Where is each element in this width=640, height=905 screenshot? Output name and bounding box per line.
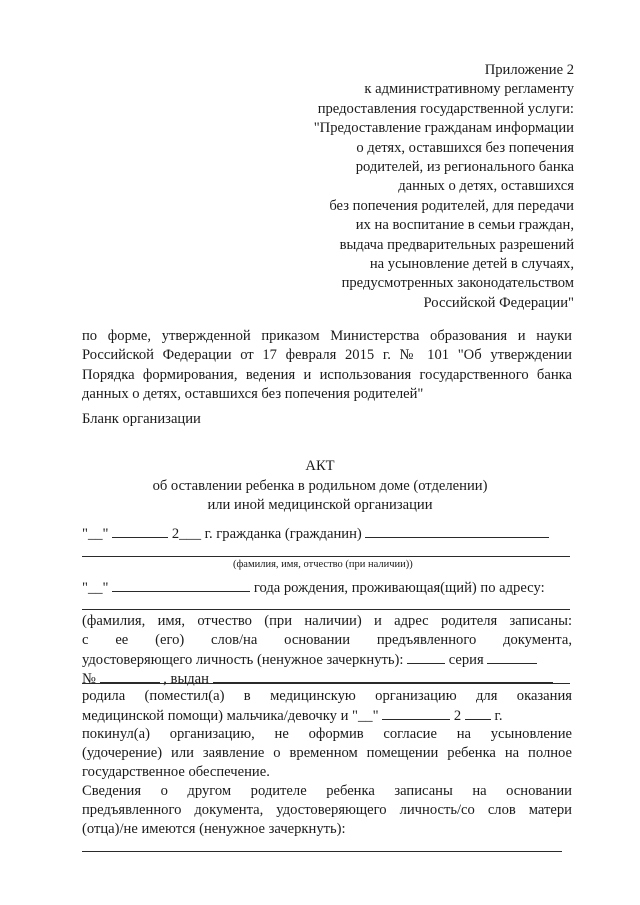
leave-year-suffix: г.	[494, 708, 503, 724]
state-support-line: государственное обеспечение.	[82, 764, 270, 780]
appendix-line: без попечения родителей, для передачи	[329, 197, 574, 214]
citizen-label: г. гражданка (гражданин)	[204, 526, 362, 542]
date-day: "__"	[82, 526, 109, 542]
birth-line	[82, 578, 572, 598]
leave-date-field[interactable]	[382, 706, 450, 720]
appendix-line: родителей, из регионального банка	[355, 159, 574, 176]
birth-day: "__"	[82, 580, 109, 596]
other-parent-line-1: Сведения о другом родителе ребенка записаны на основании	[82, 783, 572, 799]
other-parent-line-2: предъявленного документа, удостоверяющего личность/со слов матери	[82, 802, 572, 818]
series-field[interactable]	[487, 650, 537, 664]
appendix-line: выдача предварительных разрешений	[339, 236, 574, 253]
issued-label: , выдан	[163, 671, 209, 687]
appendix-line: данных о детях, оставшихся	[398, 178, 574, 195]
appendix-line: Российской Федерации"	[423, 294, 574, 311]
appendix-line: их на воспитание в семьи граждан,	[355, 217, 574, 234]
left-org-line: покинул(а) организацию, не оформив согласие на усыновление	[82, 726, 572, 742]
series-label: серия	[448, 652, 484, 668]
per-form-line: Российской Федерации от 17 февраля 2015 г. № 101 "Об утверждении	[82, 347, 572, 364]
act-subtitle-2: или иной медицинской организации	[207, 497, 433, 513]
appendix-line: "Предоставление гражданам информации	[313, 120, 574, 137]
leave-year: 2	[453, 708, 462, 724]
appendix-line: предусмотренных законодательством	[341, 275, 574, 292]
child-gender-text: медицинской помощи) мальчика/девочку и "__"	[82, 708, 379, 724]
parent-info-line-2: с ее (его) слов/на основании предъявленного документа,	[82, 632, 572, 648]
date-month-field[interactable]	[112, 524, 168, 538]
doc-number-field[interactable]	[100, 669, 160, 683]
act-subtitle-1: об оставлении ребенка в родильном доме (отделении)	[152, 478, 488, 494]
id-doc-label: удостоверяющего личность (ненужное зачеркнуть):	[82, 652, 404, 668]
appendix-line: предоставления государственной услуги:	[317, 100, 574, 117]
appendix-line: к административному регламенту	[364, 81, 574, 98]
other-parent-info-line[interactable]	[82, 851, 562, 852]
appendix-line: на усыновление детей в случаях,	[369, 256, 574, 273]
date-year: 2___	[171, 526, 202, 542]
adoption-line: (удочерение) или заявление о временном помещении ребенка на полное	[82, 745, 572, 761]
citizen-line	[82, 524, 572, 544]
per-form-line: Порядка формирования, ведения и использования государственного банка	[82, 366, 572, 383]
parent-info-line-1: (фамилия, имя, отчество (при наличии) и адрес родителя записаны:	[82, 613, 572, 629]
appendix-line: Приложение 2	[484, 62, 574, 78]
per-form-line: данных о детях, оставшихся без попечения родителей"	[82, 386, 424, 403]
parent-info-line-3	[82, 650, 572, 670]
citizen-name-line[interactable]	[82, 556, 570, 557]
hint-fio: (фамилия, имя, отчество (при наличии))	[233, 559, 413, 570]
citizen-name-field[interactable]	[365, 524, 549, 538]
child-gender-line	[82, 706, 572, 726]
birth-date-field[interactable]	[112, 578, 250, 592]
gave-birth-line: родила (поместил(а) в медицинскую организацию для оказания	[82, 688, 572, 704]
per-form-line: по форме, утвержденной приказом Министерства образования и науки	[82, 328, 572, 344]
appendix-block	[214, 61, 574, 313]
birth-label: года рождения, проживающая(щий) по адресу:	[253, 580, 545, 596]
address-line[interactable]	[82, 609, 570, 610]
blank-organization: Бланк организации	[82, 411, 201, 427]
issued-by-field[interactable]	[213, 669, 553, 683]
act-title: АКТ	[305, 458, 335, 474]
id-doc-field[interactable]	[407, 650, 445, 664]
leave-year-field[interactable]	[465, 706, 491, 720]
issued-by-line[interactable]	[82, 683, 570, 684]
appendix-line: о детях, оставшихся без попечения	[356, 139, 574, 156]
per-form-paragraph	[82, 327, 572, 405]
number-sign: №	[82, 671, 96, 687]
other-parent-line-3: (отца)/не имеются (ненужное зачеркнуть):	[82, 821, 346, 837]
